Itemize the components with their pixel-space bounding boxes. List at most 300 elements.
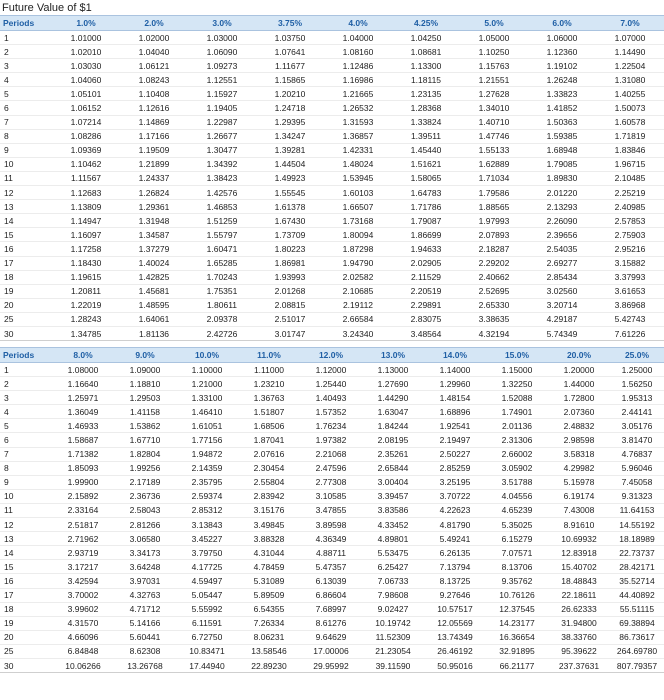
factor-cell: 5.31089 [238, 574, 300, 588]
factor-cell: 3.89598 [300, 518, 362, 532]
factor-cell: 1.26532 [324, 101, 392, 115]
factor-cell: 1.40710 [460, 115, 528, 129]
factor-cell: 1.31948 [120, 214, 188, 228]
factor-cell: 3.70002 [52, 588, 114, 602]
factor-cell: 1.29503 [114, 391, 176, 405]
table-row [0, 419, 664, 433]
factor-cell: 2.29891 [392, 298, 460, 312]
factor-cell: 1.84244 [362, 419, 424, 433]
factor-cell: 1.72800 [548, 391, 610, 405]
factor-cell: 2.66584 [324, 312, 392, 326]
factor-cell: 1.55545 [256, 186, 324, 200]
factor-cell: 1.39281 [256, 143, 324, 157]
factor-cell: 3.17217 [52, 560, 114, 574]
factor-cell: 22.89230 [238, 658, 300, 672]
rate-header: 4.0% [324, 16, 392, 31]
factor-cell: 1.88565 [460, 200, 528, 214]
table-row [0, 270, 664, 284]
factor-cell: 2.65844 [362, 461, 424, 475]
factor-cell: 1.36763 [238, 391, 300, 405]
factor-cell: 2.54035 [528, 242, 596, 256]
factor-cell: 1.31080 [596, 73, 664, 87]
factor-cell: 3.24340 [324, 326, 392, 340]
table-row [0, 588, 664, 602]
factor-cell: 1.12000 [300, 363, 362, 377]
factor-cell: 3.02560 [528, 284, 596, 298]
factor-cell: 86.73617 [610, 630, 664, 644]
factor-cell: 13.58546 [238, 644, 300, 658]
factor-cell: 1.46853 [188, 200, 256, 214]
factor-cell: 1.59385 [528, 129, 596, 143]
period-cell: 19 [0, 616, 52, 630]
factor-cell: 4.33452 [362, 518, 424, 532]
factor-cell: 9.02427 [362, 602, 424, 616]
period-cell: 12 [0, 518, 52, 532]
factor-cell: 2.85312 [176, 503, 238, 517]
factor-cell: 4.71712 [114, 602, 176, 616]
factor-cell: 1.12486 [324, 59, 392, 73]
table-row [0, 115, 664, 129]
factor-cell: 1.26677 [188, 129, 256, 143]
factor-cell: 4.32763 [114, 588, 176, 602]
factor-cell: 12.05569 [424, 616, 486, 630]
factor-cell: 1.36857 [324, 129, 392, 143]
factor-cell: 1.34785 [52, 326, 120, 340]
period-cell: 4 [0, 405, 52, 419]
factor-cell: 1.80094 [324, 228, 392, 242]
factor-cell: 6.72750 [176, 630, 238, 644]
factor-cell: 1.14947 [52, 214, 120, 228]
factor-cell: 1.61051 [176, 419, 238, 433]
factor-cell: 2.66002 [486, 447, 548, 461]
factor-cell: 1.40493 [300, 391, 362, 405]
table-row [0, 157, 664, 171]
factor-cell: 1.12616 [120, 101, 188, 115]
factor-cell: 1.05101 [52, 87, 120, 101]
factor-cell: 3.86968 [596, 298, 664, 312]
factor-cell: 7.43008 [548, 503, 610, 517]
factor-cell: 4.31044 [238, 546, 300, 560]
factor-cell: 1.51259 [188, 214, 256, 228]
factor-cell: 1.46410 [176, 405, 238, 419]
factor-cell: 18.18989 [610, 532, 664, 546]
factor-cell: 29.95992 [300, 658, 362, 672]
table-row [0, 447, 664, 461]
factor-cell: 1.89830 [528, 171, 596, 185]
period-cell: 5 [0, 419, 52, 433]
factor-cell: 2.95216 [596, 242, 664, 256]
factor-cell: 1.61378 [256, 200, 324, 214]
factor-cell: 1.73709 [256, 228, 324, 242]
factor-cell: 1.53862 [114, 419, 176, 433]
period-cell: 13 [0, 532, 52, 546]
factor-cell: 1.18430 [52, 256, 120, 270]
table-row [0, 171, 664, 185]
factor-cell: 3.48564 [392, 326, 460, 340]
factor-cell: 4.65239 [486, 503, 548, 517]
table-row [0, 644, 664, 658]
factor-cell: 3.47855 [300, 503, 362, 517]
table-row [0, 574, 664, 588]
period-cell: 25 [0, 644, 52, 658]
table-row [0, 200, 664, 214]
factor-cell: 264.69780 [610, 644, 664, 658]
period-cell: 25 [0, 312, 52, 326]
factor-cell: 1.29395 [256, 115, 324, 129]
rate-header: 4.25% [392, 16, 460, 31]
period-cell: 7 [0, 115, 52, 129]
table-row [0, 363, 664, 377]
period-cell: 10 [0, 157, 52, 171]
factor-cell: 4.29982 [548, 461, 610, 475]
table-row [0, 129, 664, 143]
factor-cell: 2.01220 [528, 186, 596, 200]
factor-cell: 2.07616 [238, 447, 300, 461]
factor-cell: 1.21000 [176, 377, 238, 391]
factor-cell: 4.17725 [176, 560, 238, 574]
factor-cell: 1.97382 [300, 433, 362, 447]
factor-cell: 39.11590 [362, 658, 424, 672]
period-cell: 3 [0, 391, 52, 405]
factor-cell: 1.34392 [188, 157, 256, 171]
factor-cell: 1.83846 [596, 143, 664, 157]
factor-cell: 1.45681 [120, 284, 188, 298]
factor-cell: 1.10000 [176, 363, 238, 377]
factor-cell: 2.40662 [460, 270, 528, 284]
factor-cell: 1.44290 [362, 391, 424, 405]
period-cell: 5 [0, 87, 52, 101]
factor-cell: 5.15978 [548, 475, 610, 489]
factor-cell: 1.19509 [120, 143, 188, 157]
period-cell: 3 [0, 59, 52, 73]
factor-cell: 3.70722 [424, 489, 486, 503]
factor-cell: 4.59497 [176, 574, 238, 588]
factor-cell: 10.57517 [424, 602, 486, 616]
factor-cell: 11.64153 [610, 503, 664, 517]
factor-cell: 69.38894 [610, 616, 664, 630]
table-row [0, 87, 664, 101]
factor-cell: 1.10408 [120, 87, 188, 101]
factor-cell: 237.37631 [548, 658, 610, 672]
factor-cell: 35.52714 [610, 574, 664, 588]
factor-cell: 1.26824 [120, 186, 188, 200]
factor-cell: 2.20519 [392, 284, 460, 298]
table-row [0, 298, 664, 312]
factor-cell: 1.27690 [362, 377, 424, 391]
factor-cell: 1.32250 [486, 377, 548, 391]
factor-cell: 4.89801 [362, 532, 424, 546]
factor-cell: 1.85093 [52, 461, 114, 475]
table-row [0, 228, 664, 242]
factor-cell: 4.29187 [528, 312, 596, 326]
factor-cell: 7.13794 [424, 560, 486, 574]
factor-cell: 32.91895 [486, 644, 548, 658]
factor-cell: 7.26334 [238, 616, 300, 630]
factor-cell: 2.09378 [188, 312, 256, 326]
factor-cell: 2.51817 [52, 518, 114, 532]
factor-cell: 1.68506 [238, 419, 300, 433]
factor-cell: 1.87298 [324, 242, 392, 256]
factor-cell: 1.17258 [52, 242, 120, 256]
factor-cell: 1.86699 [392, 228, 460, 242]
factor-cell: 9.35762 [486, 574, 548, 588]
factor-cell: 1.23135 [392, 87, 460, 101]
factor-cell: 2.14359 [176, 461, 238, 475]
factor-cell: 1.15865 [256, 73, 324, 87]
factor-cell: 2.75903 [596, 228, 664, 242]
factor-cell: 4.66096 [52, 630, 114, 644]
period-cell: 2 [0, 45, 52, 59]
factor-cell: 1.33824 [392, 115, 460, 129]
factor-cell: 4.88711 [300, 546, 362, 560]
rate-header: 11.0% [238, 348, 300, 363]
factor-cell: 1.08286 [52, 129, 120, 143]
table-row [0, 503, 664, 517]
factor-cell: 2.85434 [528, 270, 596, 284]
factor-cell: 2.33164 [52, 503, 114, 517]
factor-cell: 13.74349 [424, 630, 486, 644]
factor-cell: 12.37545 [486, 602, 548, 616]
factor-cell: 1.60103 [324, 186, 392, 200]
factor-cell: 1.15000 [486, 363, 548, 377]
factor-cell: 1.03030 [52, 59, 120, 73]
period-cell: 17 [0, 256, 52, 270]
factor-cell: 2.25219 [596, 186, 664, 200]
factor-cell: 14.23177 [486, 616, 548, 630]
factor-cell: 2.02905 [392, 256, 460, 270]
factor-cell: 2.15892 [52, 489, 114, 503]
factor-cell: 21.23054 [362, 644, 424, 658]
factor-cell: 2.36736 [114, 489, 176, 503]
factor-cell: 1.57352 [300, 405, 362, 419]
factor-cell: 1.14490 [596, 45, 664, 59]
factor-cell: 8.13725 [424, 574, 486, 588]
factor-cell: 11.52309 [362, 630, 424, 644]
table-row [0, 45, 664, 59]
factor-cell: 1.15763 [460, 59, 528, 73]
factor-cell: 1.19405 [188, 101, 256, 115]
factor-cell: 1.25440 [300, 377, 362, 391]
factor-cell: 2.65330 [460, 298, 528, 312]
factor-cell: 2.29202 [460, 256, 528, 270]
factor-cell: 3.06580 [114, 532, 176, 546]
period-cell: 18 [0, 270, 52, 284]
future-value-table-low-rates [0, 15, 664, 341]
factor-cell: 2.19497 [424, 433, 486, 447]
period-cell: 16 [0, 574, 52, 588]
factor-cell: 3.01747 [256, 326, 324, 340]
factor-cell: 4.31570 [52, 616, 114, 630]
factor-cell: 1.42576 [188, 186, 256, 200]
table-row [0, 59, 664, 73]
factor-cell: 2.42726 [188, 326, 256, 340]
factor-cell: 1.74901 [486, 405, 548, 419]
factor-cell: 1.42331 [324, 143, 392, 157]
factor-cell: 5.96046 [610, 461, 664, 475]
factor-cell: 1.71819 [596, 129, 664, 143]
factor-cell: 1.99256 [114, 461, 176, 475]
factor-cell: 1.08000 [52, 363, 114, 377]
factor-cell: 1.21665 [324, 87, 392, 101]
factor-cell: 3.39457 [362, 489, 424, 503]
factor-cell: 8.06231 [238, 630, 300, 644]
table-row [0, 518, 664, 532]
factor-cell: 6.13039 [300, 574, 362, 588]
table-row [0, 616, 664, 630]
factor-cell: 3.83586 [362, 503, 424, 517]
table-row [0, 143, 664, 157]
period-cell: 8 [0, 129, 52, 143]
factor-cell: 3.97031 [114, 574, 176, 588]
period-cell: 19 [0, 284, 52, 298]
factor-cell: 6.54355 [238, 602, 300, 616]
factor-cell: 1.21899 [120, 157, 188, 171]
factor-cell: 10.19742 [362, 616, 424, 630]
factor-cell: 7.68997 [300, 602, 362, 616]
period-cell: 9 [0, 143, 52, 157]
factor-cell: 38.33760 [548, 630, 610, 644]
period-cell: 1 [0, 363, 52, 377]
rate-header: 10.0% [176, 348, 238, 363]
factor-cell: 3.13843 [176, 518, 238, 532]
factor-cell: 1.19615 [52, 270, 120, 284]
factor-cell: 2.10685 [324, 284, 392, 298]
factor-cell: 6.11591 [176, 616, 238, 630]
factor-cell: 1.20210 [256, 87, 324, 101]
factor-cell: 4.81790 [424, 518, 486, 532]
factor-cell: 31.94800 [548, 616, 610, 630]
factor-cell: 1.79085 [528, 157, 596, 171]
period-cell: 6 [0, 433, 52, 447]
factor-cell: 2.13293 [528, 200, 596, 214]
factor-cell: 13.26768 [114, 658, 176, 672]
factor-cell: 1.40024 [120, 256, 188, 270]
factor-cell: 22.18611 [548, 588, 610, 602]
factor-cell: 1.18810 [114, 377, 176, 391]
factor-cell: 3.45227 [176, 532, 238, 546]
factor-cell: 2.39656 [528, 228, 596, 242]
factor-cell: 1.92541 [424, 419, 486, 433]
factor-cell: 1.22019 [52, 298, 120, 312]
factor-cell: 1.65285 [188, 256, 256, 270]
table-row [0, 489, 664, 503]
factor-cell: 5.14166 [114, 616, 176, 630]
factor-cell: 2.08815 [256, 298, 324, 312]
factor-cell: 1.01000 [52, 31, 120, 45]
factor-cell: 1.58687 [52, 433, 114, 447]
factor-cell: 1.03750 [256, 31, 324, 45]
factor-cell: 26.62333 [548, 602, 610, 616]
factor-cell: 2.55804 [238, 475, 300, 489]
table-row [0, 560, 664, 574]
period-cell: 2 [0, 377, 52, 391]
factor-cell: 3.42594 [52, 574, 114, 588]
factor-cell: 3.88328 [238, 532, 300, 546]
rate-header: 3.75% [256, 16, 324, 31]
factor-cell: 2.40985 [596, 200, 664, 214]
factor-cell: 1.16640 [52, 377, 114, 391]
factor-cell: 2.50227 [424, 447, 486, 461]
factor-cell: 1.06152 [52, 101, 120, 115]
period-cell: 1 [0, 31, 52, 45]
factor-cell: 1.52088 [486, 391, 548, 405]
factor-cell: 1.68896 [424, 405, 486, 419]
factor-cell: 1.66507 [324, 200, 392, 214]
factor-cell: 1.46933 [52, 419, 114, 433]
factor-cell: 1.99900 [52, 475, 114, 489]
factor-cell: 1.30477 [188, 143, 256, 157]
factor-cell: 1.28368 [392, 101, 460, 115]
factor-cell: 1.80223 [256, 242, 324, 256]
factor-cell: 1.17166 [120, 129, 188, 143]
factor-cell: 1.13000 [362, 363, 424, 377]
factor-cell: 1.10250 [460, 45, 528, 59]
factor-cell: 14.55192 [610, 518, 664, 532]
factor-cell: 1.93993 [256, 270, 324, 284]
factor-cell: 1.09000 [114, 363, 176, 377]
factor-cell: 2.35795 [176, 475, 238, 489]
table-row [0, 532, 664, 546]
factor-cell: 1.06090 [188, 45, 256, 59]
factor-cell: 5.47357 [300, 560, 362, 574]
factor-cell: 1.12683 [52, 186, 120, 200]
factor-cell: 1.23210 [238, 377, 300, 391]
period-cell: 12 [0, 186, 52, 200]
factor-cell: 1.34587 [120, 228, 188, 242]
factor-cell: 9.64629 [300, 630, 362, 644]
factor-cell: 1.33823 [528, 87, 596, 101]
factor-cell: 2.35261 [362, 447, 424, 461]
rate-header: 7.0% [596, 16, 664, 31]
factor-cell: 1.62889 [460, 157, 528, 171]
factor-cell: 2.07360 [548, 405, 610, 419]
factor-cell: 1.16097 [52, 228, 120, 242]
factor-cell: 1.37279 [120, 242, 188, 256]
factor-cell: 1.28243 [52, 312, 120, 326]
table-row [0, 405, 664, 419]
factor-cell: 1.22987 [188, 115, 256, 129]
factor-cell: 2.83075 [392, 312, 460, 326]
factor-cell: 1.34010 [460, 101, 528, 115]
period-cell: 11 [0, 503, 52, 517]
factor-cell: 8.62308 [114, 644, 176, 658]
factor-cell: 2.81266 [114, 518, 176, 532]
factor-cell: 1.13300 [392, 59, 460, 73]
factor-cell: 3.79750 [176, 546, 238, 560]
factor-cell: 1.67710 [114, 433, 176, 447]
factor-cell: 2.69277 [528, 256, 596, 270]
factor-cell: 3.58318 [548, 447, 610, 461]
factor-cell: 1.94633 [392, 242, 460, 256]
period-cell: 30 [0, 326, 52, 340]
factor-cell: 8.13706 [486, 560, 548, 574]
factor-cell: 1.44000 [548, 377, 610, 391]
factor-cell: 1.94872 [176, 447, 238, 461]
factor-cell: 1.16986 [324, 73, 392, 87]
factor-cell: 10.69932 [548, 532, 610, 546]
factor-cell: 1.51807 [238, 405, 300, 419]
factor-cell: 3.64248 [114, 560, 176, 574]
factor-cell: 2.08195 [362, 433, 424, 447]
factor-cell: 1.07641 [256, 45, 324, 59]
factor-cell: 1.75351 [188, 284, 256, 298]
factor-cell: 1.51621 [392, 157, 460, 171]
factor-cell: 1.48154 [424, 391, 486, 405]
factor-cell: 17.00006 [300, 644, 362, 658]
table-row [0, 433, 664, 447]
period-cell: 11 [0, 171, 52, 185]
factor-cell: 4.04556 [486, 489, 548, 503]
